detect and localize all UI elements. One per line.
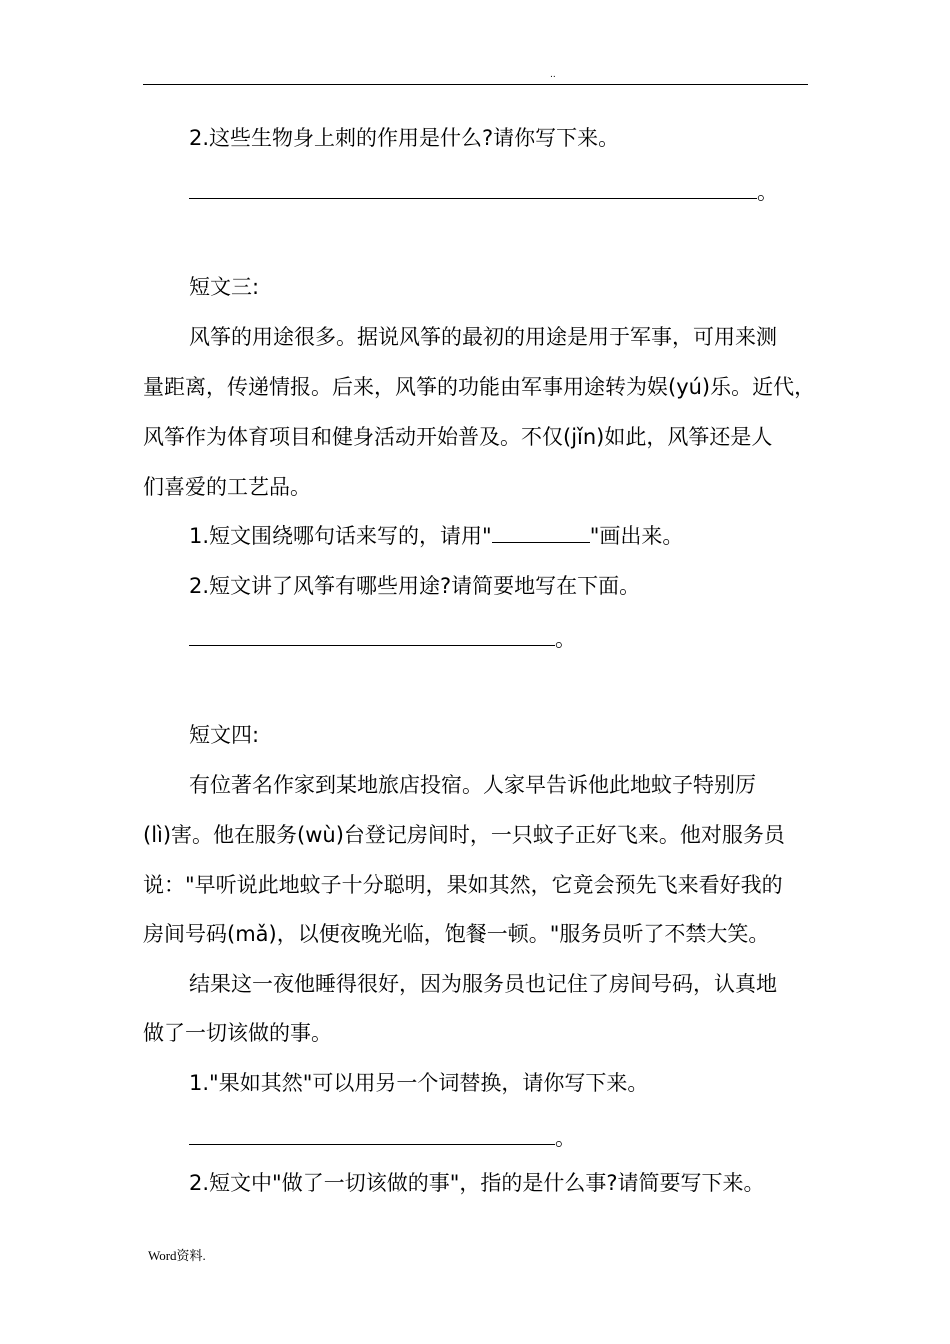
passage4-line-5: 结果这一夜他睡得很好，因为服务员也记住了房间号码，认真地 [189,972,777,996]
passage3-line-3: 风筝作为体育项目和健身活动开始普及。不仅(jǐn)如此，风筝还是人 [143,425,773,449]
passage4-line-6: 做了一切该做的事。 [143,1021,332,1045]
passage4-question-2: 2.短文中"做了一切该做的事"，指的是什么事?请简要写下来。 [189,1171,765,1195]
underline-sample [492,522,590,543]
answer-period: 。 [555,627,576,651]
passage4-line-4: 房间号码(mǎ)，以便夜晚光临，饱餐一顿。"服务员听了不禁大笑。 [143,922,770,946]
answer-blank[interactable] [189,625,555,646]
passage3-title: 短文三: [189,275,260,299]
answer-line-passage3-q2[interactable] [189,624,576,654]
answer-period: 。 [757,180,778,204]
passage4-line-1: 有位著名作家到某地旅店投宿。人家早告诉他此地蚊子特别厉 [189,773,756,797]
header-rule [143,84,808,85]
passage4-line-2: (lì)害。他在服务(wù)台登记房间时，一只蚊子正好飞来。他对服务员 [143,823,785,847]
passage3-line-2: 量距离，传递情报。后来，风筝的功能由军事用途转为娱(yú)乐。近代， [143,375,816,399]
passage4-line-3: 说："早听说此地蚊子十分聪明，果如其然，它竟会预先飞来看好我的 [143,873,783,897]
answer-blank[interactable] [189,1124,555,1145]
answer-period: 。 [555,1126,576,1150]
header-mark: .. [550,70,556,80]
passage3-question-2: 2.短文讲了风筝有哪些用途?请简要地写在下面。 [189,574,641,598]
passage4-question-1: 1."果如其然"可以用另一个词替换，请你写下来。 [189,1071,649,1095]
passage3-line-4: 们喜爱的工艺品。 [143,475,311,499]
passage2-question-2: 2.这些生物身上刺的作用是什么?请你写下来。 [189,126,620,150]
answer-line-passage4-q1[interactable] [189,1123,576,1153]
passage3-question-1-end: "画出来。 [589,524,684,548]
passage3-line-1: 风筝的用途很多。据说风筝的最初的用途是用于军事，可用来测 [189,325,777,349]
answer-blank[interactable] [189,178,757,199]
passage3-question-1-start: 1.短文围绕哪句话来写的，请用" [189,524,492,548]
answer-line-passage2-q2[interactable] [189,177,778,207]
footer-text: Word资料. [148,1248,206,1263]
passage4-title: 短文四: [189,723,260,747]
passage3-question-1 [189,521,683,551]
